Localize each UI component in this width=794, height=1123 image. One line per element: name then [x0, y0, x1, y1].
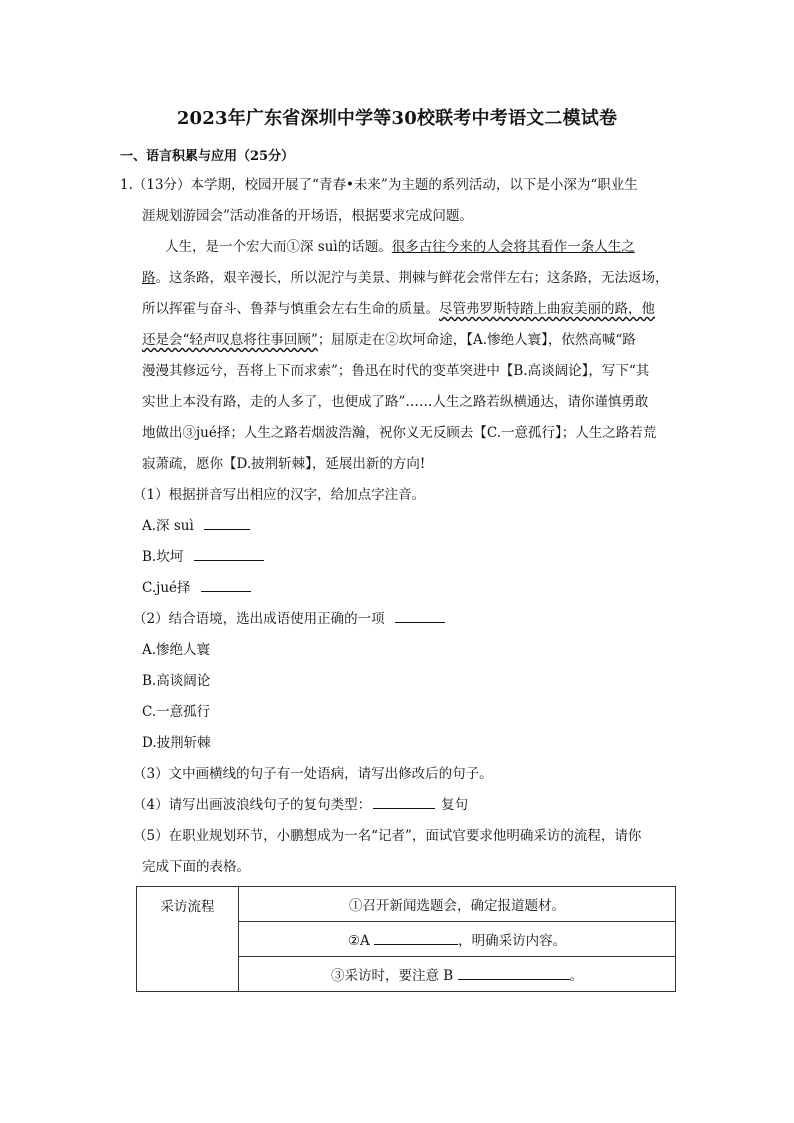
question-intro-line-1: 1.（13分）本学期，校园开展了“青春•未来”为主题的系列活动，以下是小深为“职业生 [120, 177, 638, 193]
answer-blank[interactable] [373, 794, 435, 809]
subquestion-text: （4）请写出画波浪线句子的复句类型： [133, 797, 372, 813]
passage-text: 所以挥霍与奋斗、鲁莽与慎重会左右生命的质量。 [142, 301, 439, 317]
passage-text: 人生，是一个宏大而①深 suì的话题。 [165, 239, 392, 255]
answer-blank[interactable] [395, 608, 445, 623]
subquestion-4 [120, 790, 680, 821]
answer-blank[interactable] [194, 546, 264, 561]
passage-line-4 [120, 325, 680, 356]
passage-text: ；屈原走在②坎坷命途，【A.惨绝人寰】，依然高喊“路 [317, 332, 636, 348]
subquestion-text: （2）结合语境，选出成语使用正确的一项 [133, 611, 385, 627]
option-a: A.惨绝人寰 [142, 642, 211, 658]
subquestion-2 [120, 604, 680, 635]
subquestion-1-a [120, 511, 680, 542]
item-label: C.jué择 [142, 580, 191, 596]
underlined-sentence: 很多古往今来的人会将其看作一条人生之 [391, 239, 635, 255]
passage-line-6: 实世上本没有路，走的人多了，也便成了路”……人生之路若纵横通达，请你谨慎勇敢 [142, 394, 649, 410]
answer-blank[interactable] [204, 515, 250, 530]
passage-line-5: 漫漫其修远兮，吾将上下而求索”；鲁迅在时代的变革突进中【B.高谈阔论】，写下“其 [142, 363, 650, 379]
section-heading: 一、语言积累与应用（25分） [120, 149, 295, 164]
step-2-label: ②A [347, 933, 370, 949]
wavy-sentence-end: 还是会“轻声叹息将往事回顾” [142, 332, 318, 348]
table-cell-step-1: ①召开新闻选题会，确定报道题材。 [239, 887, 676, 922]
table-header-cell: 采访流程 [137, 887, 239, 992]
table-cell-step-2 [239, 922, 676, 957]
passage-text: 。这条路，艰辛漫长，所以泥泞与美景、荆棘与鲜花会常伴左右；这条路，无法返场， [155, 270, 669, 286]
question-1 [120, 170, 680, 883]
subquestion-suffix: 复句 [441, 797, 469, 813]
step-3-label: ③采访时，要注意 B [330, 968, 454, 984]
subquestion-5-line-2: 完成下面的表格。 [142, 859, 250, 875]
option-b: B.高谈阔论 [142, 673, 211, 689]
passage-line-3 [120, 294, 680, 325]
table-row [137, 887, 676, 922]
answer-blank-a[interactable] [374, 930, 458, 945]
passage-line-8: 寂萧疏，愿你【D.披荆斩棘】，延展出新的方向! [142, 456, 426, 472]
table-cell-step-3 [239, 957, 676, 992]
subquestion-3: （3）文中画横线的句子有一处语病，请写出修改后的句子。 [133, 766, 493, 782]
subquestion-1: （1）根据拼音写出相应的汉字，给加点字注音。 [133, 487, 426, 503]
answer-blank-b[interactable] [458, 965, 570, 980]
option-d: D.披荆斩棘 [142, 735, 211, 751]
subquestion-1-c [120, 573, 680, 604]
step-2-text: ，明确采访内容。 [458, 933, 567, 949]
passage-line-2 [120, 263, 680, 294]
passage-line-1 [120, 232, 680, 263]
option-c: C.一意孤行 [142, 704, 211, 720]
wavy-sentence: 尽管弗罗斯特踏上曲寂美丽的路，他 [439, 301, 655, 317]
subquestion-1-b [120, 542, 680, 573]
subquestion-5-line-1: （5）在职业规划环节，小鹏想成为一名“记者”，面试官要求他明确采访的流程，请你 [133, 828, 642, 844]
exam-title: 2023年广东省深圳中学等30校联考中考语文二模试卷 [176, 108, 618, 129]
question-intro-line-2: 涯规划游园会”活动准备的开场语，根据要求完成问题。 [142, 208, 473, 224]
passage-line-7: 地做出③jué择；人生之路若烟波浩瀚，祝你义无反顾去【C.一意孤行】；人生之路若荒 [142, 425, 657, 441]
interview-process-table [136, 886, 676, 992]
underlined-sentence-end: 路 [142, 270, 156, 286]
step-3-text: 。 [569, 968, 583, 984]
answer-blank[interactable] [201, 577, 251, 592]
item-label: B.坎坷 [142, 549, 184, 565]
item-label: A.深 suì [142, 518, 194, 534]
